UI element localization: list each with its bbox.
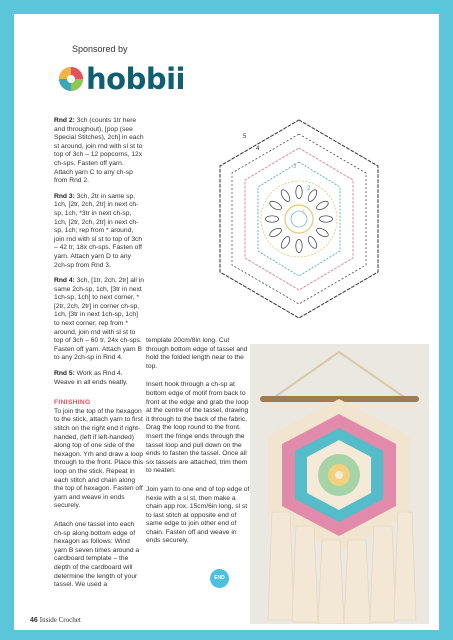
popcorn-stitch	[320, 216, 333, 222]
round-5-text: Rnd 5: Work as Rnd 4. Weave in all ends neatly.	[54, 370, 128, 386]
tassel-paragraph-1: template 20cm/8in long. Cut through bottom edge of tassel and hold the folded length near to the top.	[146, 337, 248, 370]
end-badge: END	[210, 569, 229, 588]
hobbii-logo	[58, 62, 185, 96]
round-label-2: 2	[307, 186, 311, 192]
popcorn-stitch	[279, 235, 291, 249]
center-ring	[285, 205, 313, 233]
popcorn-stitch	[279, 188, 291, 202]
instructions-column-left	[54, 117, 144, 597]
round-label-3: 3	[293, 164, 297, 170]
popcorn-stitch	[315, 226, 329, 238]
sponsor-label: Sponsored by	[72, 44, 128, 54]
magazine-page	[14, 14, 439, 630]
popcorn-stitch	[266, 216, 279, 222]
round-label-5: 5	[243, 134, 247, 140]
instructions-column-right	[146, 337, 250, 553]
round-4-text: Rnd 4: 3ch, [1tr, 2ch, 2tr] all in same 2ch-sp, 1ch, [3tr in next 1ch-sp, 1ch] to next corner, *[2tr, 2ch, 2tr] in corner ch-sp, 1ch, [3tr in next 1ch-sp, 1ch] to next corner; rep from * around, join rnd with sl st to top of 3ch – 60 tr, 24x ch-sps. Fasten off yarn. Attach yarn B to any 2ch-sp in Rnd 4.	[54, 277, 144, 362]
popcorn-stitch	[268, 199, 282, 211]
finishing-paragraph-1: To join the top of the hexagon to the stick, attach yarn to first stitch on the right end if right-handed, (left if left-handed) along top of one side of the hexagon. Yrh and draw a loop through to the front. Place this loop on the stick. Repeat in each stitch and chain along the top of hexagon. Fasten off yarn and weave in ends securely.	[54, 407, 144, 510]
publication-name: Inside Crochet	[39, 616, 81, 624]
page-footer	[30, 616, 81, 624]
hanger-paragraph: Join yarn to one end of top edge of hexie with a sl st, then make a chain app rox. 15cm/6in long, sl st to last stitch at opposite end of same edge to join other end of chain. Fasten off and weave in ends securely.	[146, 485, 250, 545]
popcorn-stitch	[296, 240, 302, 253]
hexagon-outline	[220, 120, 378, 318]
page-number: 46	[30, 617, 38, 624]
round-3-text: Rnd 3: 3ch, 2tr in same sp, 1ch, [2tr, 2ch, 2tr] in next ch-sp, 1ch, *3tr in next ch-sp, 1ch, [2tr, 2ch, 2tr] in next ch-sp, 1ch; rep from * around, join rnd with sl st to top of 3ch – 42 tr, 18x ch-sps. Fasten off yarn. Attach yarn D to any 2ch-sp from Rnd 3.	[54, 192, 143, 269]
hobbii-logo-icon	[58, 66, 84, 92]
finishing-heading: FINISHING	[54, 399, 91, 407]
round-label-1: 1	[302, 210, 306, 216]
hobbii-wordmark: hobbii	[86, 62, 185, 96]
round-label-4: 4	[256, 146, 260, 152]
popcorn-stitch	[306, 235, 318, 249]
finishing-paragraph-2: Attach one tassel into each ch-sp along bottom edge of hexagon as follows: Wind yarn B seven times around a cardboard template – the depth of the cardboard will determine the length of your tassel. We used a	[54, 520, 140, 589]
popcorn-stitch	[296, 186, 302, 199]
wall-hanging-photo	[250, 344, 429, 624]
tassel-paragraph-2: Insert hook through a ch-sp at bottom edge of motif from back to front at the edge and grab the loop at the centre of the tassel, drawing it through to the back of the fabric. Drag the loop round to the front. Insert the fringe ends through the tassel loop and pull down on the ends to fasten the tassel. Once all six tassels are attached, trim them to neaten.	[146, 381, 249, 475]
popcorn-stitch	[268, 226, 282, 238]
popcorn-stitches	[266, 186, 333, 253]
popcorn-stitch	[315, 199, 329, 211]
crochet-chart-diagram	[212, 112, 387, 326]
round-2-text: Rnd 2: 3ch (counts 1tr here and throughout), [pop (see Special Stitches), 2ch] in each st around, join rnd with sl st to top of 3ch – 12 popcorns, 12x ch-sps. Fasten off yarn. Attach yarn C to any ch-sp from Rnd 2.	[54, 117, 144, 185]
